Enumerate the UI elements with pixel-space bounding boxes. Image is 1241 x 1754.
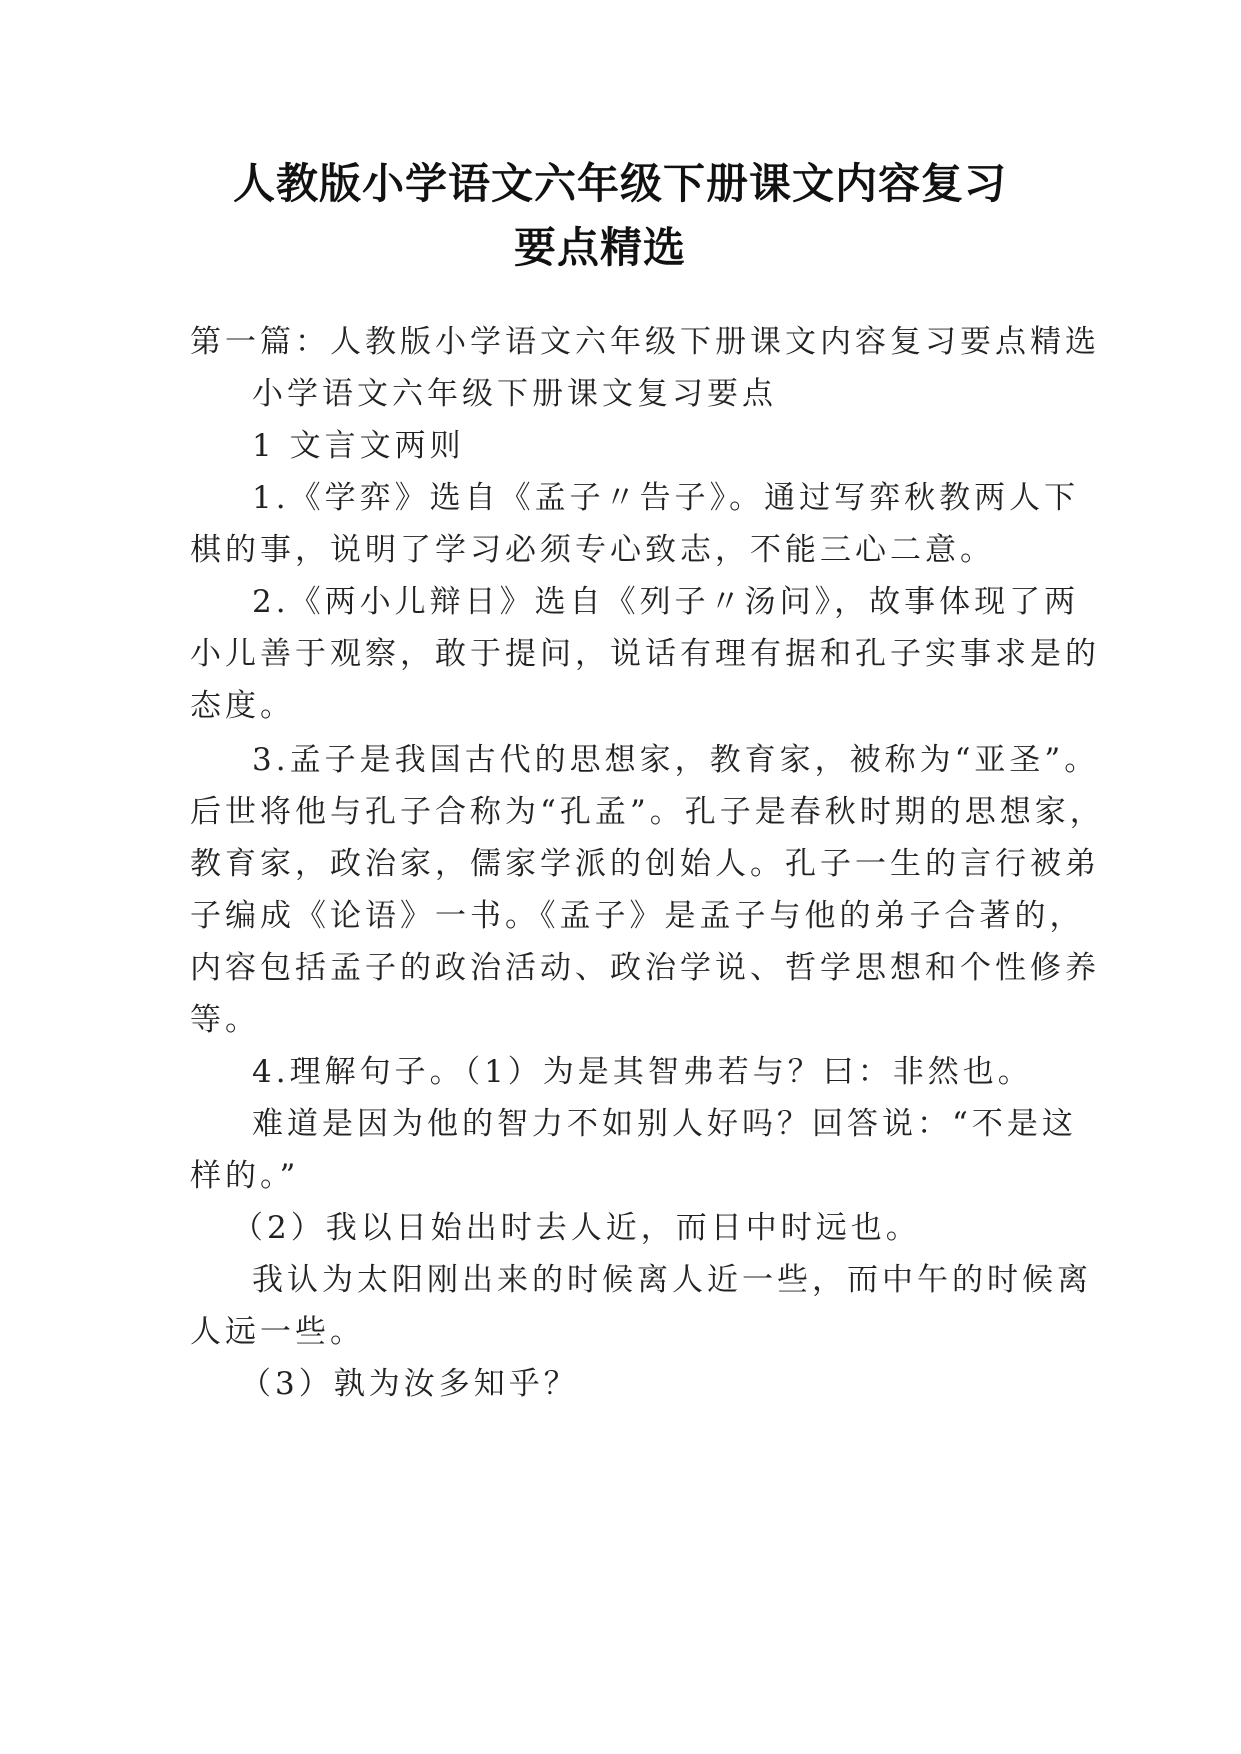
paragraph-line: 我认为太阳刚出来的时候离人近一些，而中午的时候离: [252, 1262, 1092, 1298]
paragraph-line: 人远一些。: [190, 1314, 365, 1350]
paragraph-line: 2.《两小儿辩日》选自《列子〃汤问》，故事体现了两: [252, 584, 1080, 620]
paragraph-line: 难道是因为他的智力不如别人好吗？回答说：“不是这: [252, 1106, 1077, 1142]
paragraph-line: 样的。”: [190, 1158, 300, 1194]
paragraph-line: 3.孟子是我国古代的思想家，教育家，被称为“亚圣”。: [252, 742, 1100, 778]
paragraph-line: 1.《学弈》选自《孟子〃告子》。通过写弈秋教两人下: [252, 480, 1080, 516]
paragraph-line: 等。: [190, 1002, 260, 1038]
paragraph-line: 内容包括孟子的政治活动、政治学说、哲学思想和个性修养: [190, 950, 1100, 986]
lesson-heading: 1 文言文两则: [252, 428, 465, 464]
paragraph-line: 态度。: [190, 688, 295, 724]
paragraph-line: 小儿善于观察，敢于提问，说话有理有据和孔子实事求是的: [190, 636, 1100, 672]
paragraph-line: （3）孰为汝多知乎？: [240, 1366, 579, 1402]
paragraph-line: 4.理解句子。（1）为是其智弗若与？曰：非然也。: [252, 1054, 1033, 1090]
paragraph-line: 后世将他与孔子合称为“孔孟”。孔子是春秋时期的思想家，: [190, 794, 1105, 830]
paragraph-line: 子编成《论语》一书。《孟子》是孟子与他的弟子合著的，: [190, 898, 1085, 934]
paragraph-line: 教育家，政治家，儒家学派的创始人。孔子一生的言行被弟: [190, 846, 1100, 882]
section-heading: 第一篇：人教版小学语文六年级下册课文内容复习要点精选: [190, 324, 1100, 360]
document-title-line-2: 要点精选: [513, 223, 686, 272]
paragraph-line: 棋的事，说明了学习必须专心致志，不能三心二意。: [190, 532, 995, 568]
paragraph-line: （2）我以日始出时去人近，而日中时远也。: [232, 1210, 921, 1246]
document-title-line-1: 人教版小学语文六年级下册课文内容复习: [232, 159, 1007, 208]
subtitle: 小学语文六年级下册课文复习要点: [252, 376, 777, 412]
